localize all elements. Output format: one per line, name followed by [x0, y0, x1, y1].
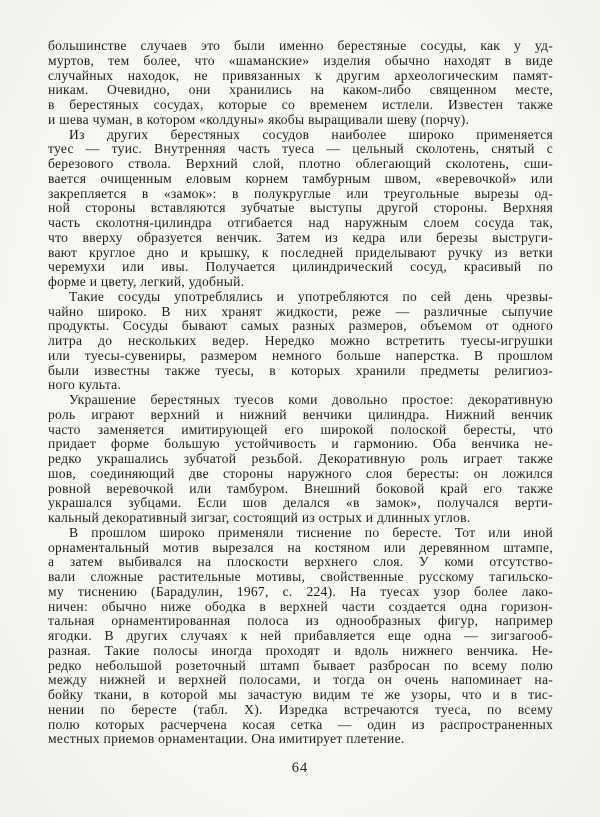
text-line: нении по бересте (табл. X). Изредка встречаются туеса, по всему: [48, 701, 553, 717]
text-line: муртов, тем более, что «шаманские» изделия обычно находят в виде: [48, 52, 553, 68]
text-line: придает форме большую устойчивость и гармонию. Оба венчика не-: [48, 436, 553, 452]
text-line: а затем выбивался на плоскости верхнего слоя. У коми отсутство-: [48, 554, 553, 570]
text-line: ной стороны вставляются зубчатые выступы другой стороны. Верхняя: [48, 200, 553, 216]
text-line: ровной веревочкой или тамбуром. Внешний боковой край его также: [48, 480, 553, 496]
text-line: ягодки. В других случаях к ней прибавляется еще одна — зигзагооб-: [48, 628, 553, 643]
text-line: туес — туис. Внутренняя часть туеса — цельный сколотень, снятый с: [48, 141, 553, 157]
text-line: кальный декоративный зигзаг, состоящий из острых и длинных углов.: [48, 510, 471, 525]
text-line: бойку ткани, в которой мы зачастую видим те же узоры, что и в тис-: [48, 687, 553, 702]
text-line: ничен: обычно ниже ободка в верхней части создается одна горизон-: [48, 598, 553, 614]
paragraph: [48, 128, 553, 290]
text-line: между нижней и верхней полосами, и тогда он очень напоминает на-: [48, 672, 553, 688]
text-line: В прошлом широко применяли тиснение по бересте. Тот или иной: [69, 524, 553, 540]
text-line: литра до нескольких ведер. Нередко можно встретить туесы-игрушки: [48, 333, 553, 348]
paragraph: [48, 393, 553, 526]
text-line: или туесы-сувениры, размером немного больше наперстка. В прошлом: [48, 347, 553, 363]
text-line: орнаментальный мотив вырезался на костяном или деревянном штампе,: [48, 539, 553, 555]
text-line: местных приемов орнаментации. Она имитирует плетение.: [48, 731, 405, 747]
text-line: случайных находок, не привязанных к другим археологическим памят-: [48, 67, 553, 83]
text-line: продукты. Сосуды бывают самых разных размеров, объемом от одного: [48, 318, 553, 334]
text-line: форме и цвету, легкий, удобный.: [48, 274, 245, 289]
text-line: и шева чуман, в котором «колдуны» якобы выращивали шеву (порчу).: [48, 111, 470, 127]
text-line: чайно широко. В них хранят жидкости, реже — различные сыпучие: [48, 303, 553, 319]
text-line: редко украшались зубчатой резьбой. Декоративную роль играет также: [48, 451, 553, 466]
paragraph: [48, 290, 553, 393]
text-line: никам. Очевидно, они хранились на каком-либо священном месте,: [48, 82, 553, 98]
text-line: украшался зубцами. Если шов делался «в замок», получался верти-: [48, 495, 553, 511]
text-line: вается очищенным еловым корнем тамбурным швом, «веревочкой» или: [48, 170, 553, 186]
text-line: черемухи или ивы. Получается цилиндрический сосуд, красивый по: [48, 259, 553, 275]
text-line: Украшение берестяных туесов коми довольно простое: декоративную: [69, 392, 553, 407]
page-number: 64: [291, 760, 309, 776]
text-line: были известны также туесы, в которых хранили предметы религиоз-: [48, 362, 553, 378]
text-line: вали сложные растительные мотивы, свойственные русскому тагильско-: [48, 569, 553, 584]
text-line: большинстве случаев это были именно берестяные сосуды, как у уд-: [48, 38, 553, 53]
text-line: вают круглое дно и крышку, к последней приделывают ручку из ветки: [48, 244, 553, 260]
text-line: что вверху образуется венчик. Затем из кедра или березы выструги-: [48, 229, 553, 245]
paragraph: [48, 526, 553, 747]
text-line: редко небольшой розеточный штамп бывает разбросан по всему полю: [48, 657, 553, 673]
text-line: Такие сосуды употреблялись и употребляются по сей день чрезвы-: [69, 288, 553, 304]
text-line: шов, соединяющий две стороны наружного слоя бересты: он ложился: [48, 465, 553, 481]
text-line: роль играют верхний и нижний венчики цилиндра. Нижний венчик: [48, 406, 553, 422]
text-line: березового ствола. Верхний слой, плотно облегающий сколотень, сши-: [48, 156, 553, 171]
text-line: ного культа.: [48, 377, 122, 393]
text-line: в берестяных сосудах, которые со временем истлели. Известен также: [48, 97, 553, 112]
text-line: тальная орнаментированная полоса из однообразных фигур, например: [48, 613, 553, 629]
paragraph: [48, 39, 553, 128]
page-text: [48, 39, 553, 747]
text-line: часто заменяется имитирующей его широкой полоской бересты, что: [48, 421, 553, 437]
text-line: Из других берестяных сосудов наиболее широко применяется: [69, 126, 553, 142]
text-line: полю которых расчерчена косая сетка — один из распространенных: [48, 716, 553, 732]
text-line: закрепляется в «замок»: в полукруглые или треугольные вырезы од-: [48, 185, 553, 201]
text-line: му тиснению (Барадулин, 1967, с. 224). На туесах узор более лако-: [48, 583, 553, 599]
text-line: часть сколотня-цилиндра отгибается над наружным слоем сосуда так,: [48, 215, 553, 230]
text-line: разная. Такие полосы иногда проходят и вдоль нижнего венчика. Не-: [48, 642, 553, 658]
